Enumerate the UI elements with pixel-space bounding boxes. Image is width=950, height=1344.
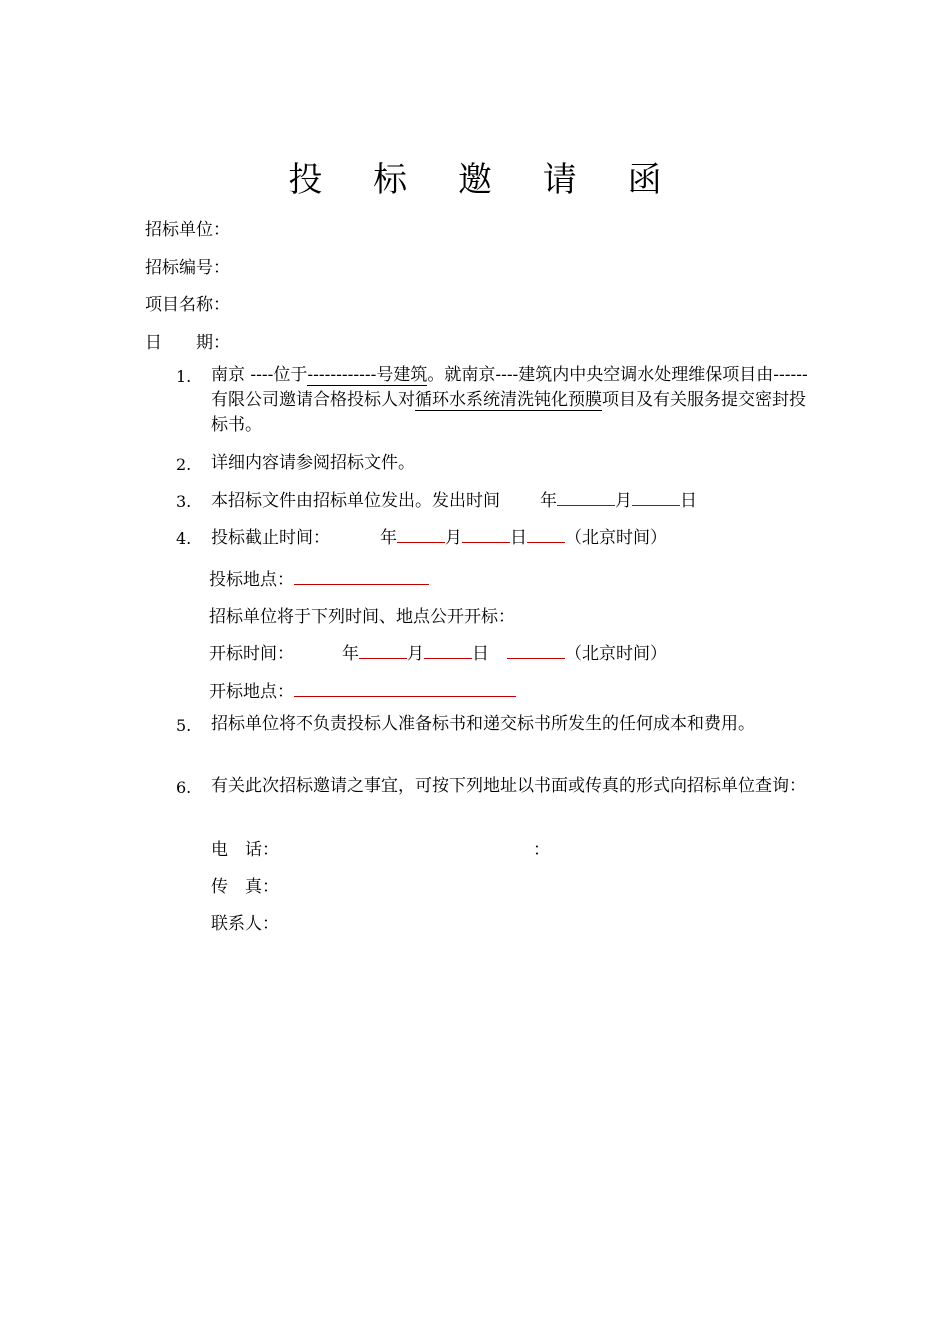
year-label: 年	[342, 644, 359, 664]
year-label: 年	[380, 528, 397, 548]
beijing-time-note: （北京时间）	[565, 644, 667, 664]
month-label: 月	[615, 491, 632, 511]
bid-number-label: 招标编号：	[145, 258, 230, 278]
bid-unit-label: 招标单位：	[145, 220, 230, 240]
beijing-time-note: （北京时间）	[565, 528, 667, 548]
item-number: 2.	[176, 455, 192, 474]
project-scope-underlined: 循环水系统清洗钝化预膜	[415, 390, 602, 410]
month-label: 月	[445, 528, 462, 548]
bid-deadline-label: 投标截止时间：	[211, 528, 330, 548]
bid-place-row	[209, 565, 429, 590]
item-number: 6.	[176, 778, 192, 797]
item-number: 4.	[176, 529, 192, 548]
item-number: 1.	[176, 367, 192, 386]
hour-blank[interactable]	[507, 641, 565, 659]
year-blank[interactable]	[397, 525, 445, 543]
phone-row	[211, 838, 811, 863]
month-blank[interactable]	[462, 525, 510, 543]
year-label: 年	[540, 491, 557, 511]
year-blank[interactable]	[557, 488, 615, 506]
phone-label: 电 话：	[211, 840, 279, 860]
item-5-text: 招标单位将不负责投标人准备标书和递交标书所发生的任何成本和费用。	[211, 714, 755, 734]
month-label: 月	[407, 644, 424, 664]
item-1-part: 南京 ----位于	[211, 365, 308, 385]
item-4-text	[211, 525, 811, 551]
issue-time-label: 本招标文件由招标单位发出。发出时间	[211, 491, 500, 511]
open-place-blank[interactable]	[294, 679, 516, 697]
item-number: 5.	[176, 716, 192, 735]
month-blank[interactable]	[424, 641, 472, 659]
open-place-label: 开标地点：	[209, 682, 294, 702]
open-notice: 招标单位将于下列时间、地点公开开标：	[209, 607, 515, 627]
open-time-row	[209, 639, 667, 664]
year-blank[interactable]	[359, 641, 407, 659]
date-label: 日 期：	[145, 333, 230, 353]
item-3-text	[211, 488, 811, 514]
month-blank[interactable]	[632, 488, 680, 506]
page-title: 投 标 邀 请 函	[288, 160, 682, 200]
hour-blank[interactable]	[527, 525, 565, 543]
bid-place-label: 投标地点：	[209, 570, 294, 590]
item-1-part: 。就南京----建筑内中央空调水处理维保项目由------有限公司邀请合格投标人对	[211, 365, 808, 410]
phone-separator: ：	[533, 840, 550, 860]
open-place-row	[209, 677, 516, 702]
day-label: 日	[510, 528, 527, 548]
project-name-label: 项目名称：	[145, 295, 230, 315]
item-6-text: 有关此次招标邀请之事宜，可按下列地址以书面或传真的形式向招标单位查询：	[211, 776, 806, 796]
day-label: 日	[680, 491, 697, 511]
fax-label: 传 真：	[211, 877, 279, 897]
open-time-label: 开标时间：	[209, 644, 294, 664]
item-number: 3.	[176, 492, 192, 511]
item-2-text: 详细内容请参阅招标文件。	[211, 453, 415, 473]
bid-place-blank[interactable]	[294, 567, 429, 585]
day-label: 日	[472, 644, 489, 664]
building-number-underlined: ------------号建筑	[307, 365, 428, 385]
item-1-part: 项目及有关服务提交密封投标书。	[211, 390, 806, 435]
item-1-text	[211, 363, 811, 438]
contact-label: 联系人：	[211, 914, 279, 934]
